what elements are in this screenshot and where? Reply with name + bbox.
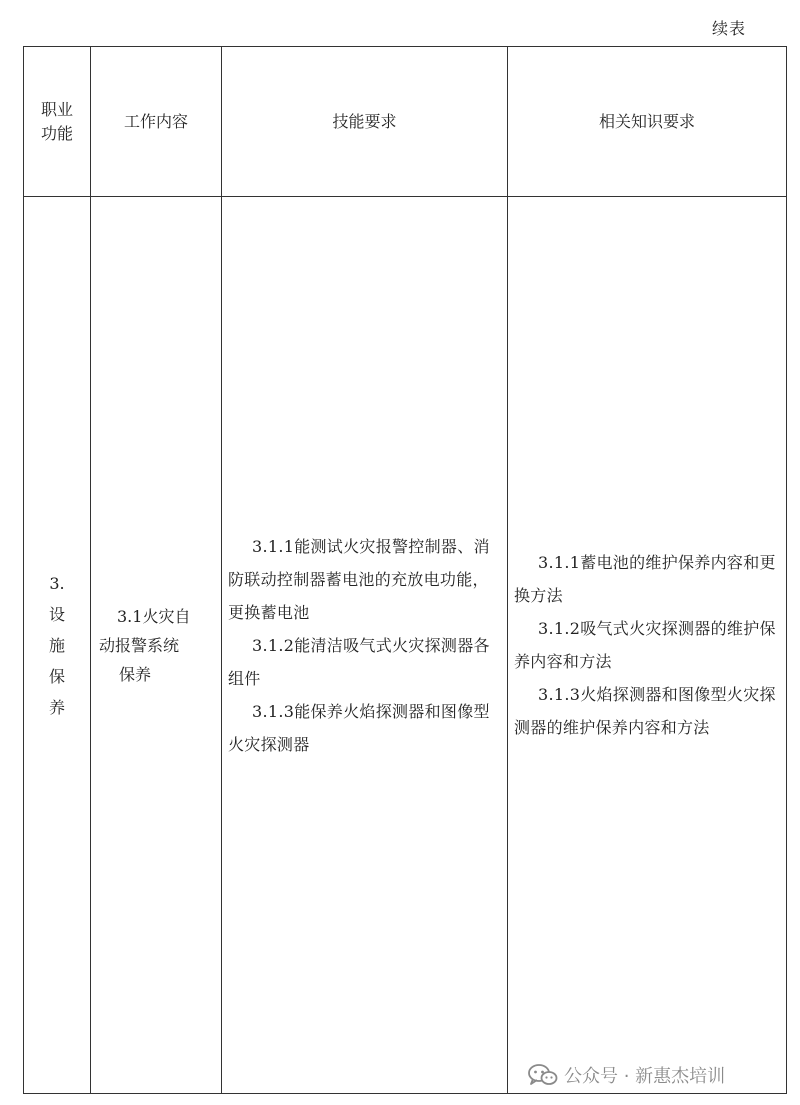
function-char: 施 <box>48 635 65 655</box>
header-function-line2: 功能 <box>40 123 73 143</box>
skill-item: 3.1.3能保养火焰探测器和图像型火灾探测器 <box>228 701 490 754</box>
header-content: 工作内容 <box>91 47 222 197</box>
content-cell <box>91 197 222 1094</box>
function-cell <box>24 197 91 1094</box>
knowledge-item: 3.1.2吸气式火灾探测器的维护保养内容和方法 <box>514 619 776 671</box>
skills-cell <box>222 197 508 1094</box>
knowledge-item: 3.1.3火焰探测器和图像型火灾探测器的维护保养内容和方法 <box>514 685 776 737</box>
knowledge-item: 3.1.1蓄电池的维护保养内容和更换方法 <box>514 553 776 605</box>
content-line: 动报警系统 <box>99 635 180 655</box>
table-header-row <box>24 47 787 197</box>
knowledge-cell <box>508 197 787 1094</box>
watermark <box>528 1062 725 1088</box>
table-row <box>24 197 787 1094</box>
function-char: 3. <box>49 573 65 593</box>
skill-item: 3.1.1能测试火灾报警控制器、消防联动控制器蓄电池的充放电功能，更换蓄电池 <box>228 536 490 622</box>
header-function <box>24 47 91 197</box>
function-char: 养 <box>48 697 65 717</box>
header-skills: 技能要求 <box>222 47 508 197</box>
function-char: 保 <box>48 666 65 686</box>
wechat-icon <box>528 1063 558 1087</box>
header-knowledge: 相关知识要求 <box>508 47 787 197</box>
header-function-line1: 职业 <box>40 99 73 119</box>
skill-item: 3.1.2能清洁吸气式火灾探测器各组件 <box>228 635 490 688</box>
occupation-standard-table <box>23 46 787 1094</box>
continued-label: 续表 <box>712 19 747 38</box>
watermark-text: 公众号 · 新惠杰培训 <box>564 1066 726 1087</box>
content-line: 3.1火灾自 <box>117 606 191 626</box>
function-char: 设 <box>48 604 65 624</box>
content-line: 保养 <box>119 664 152 684</box>
